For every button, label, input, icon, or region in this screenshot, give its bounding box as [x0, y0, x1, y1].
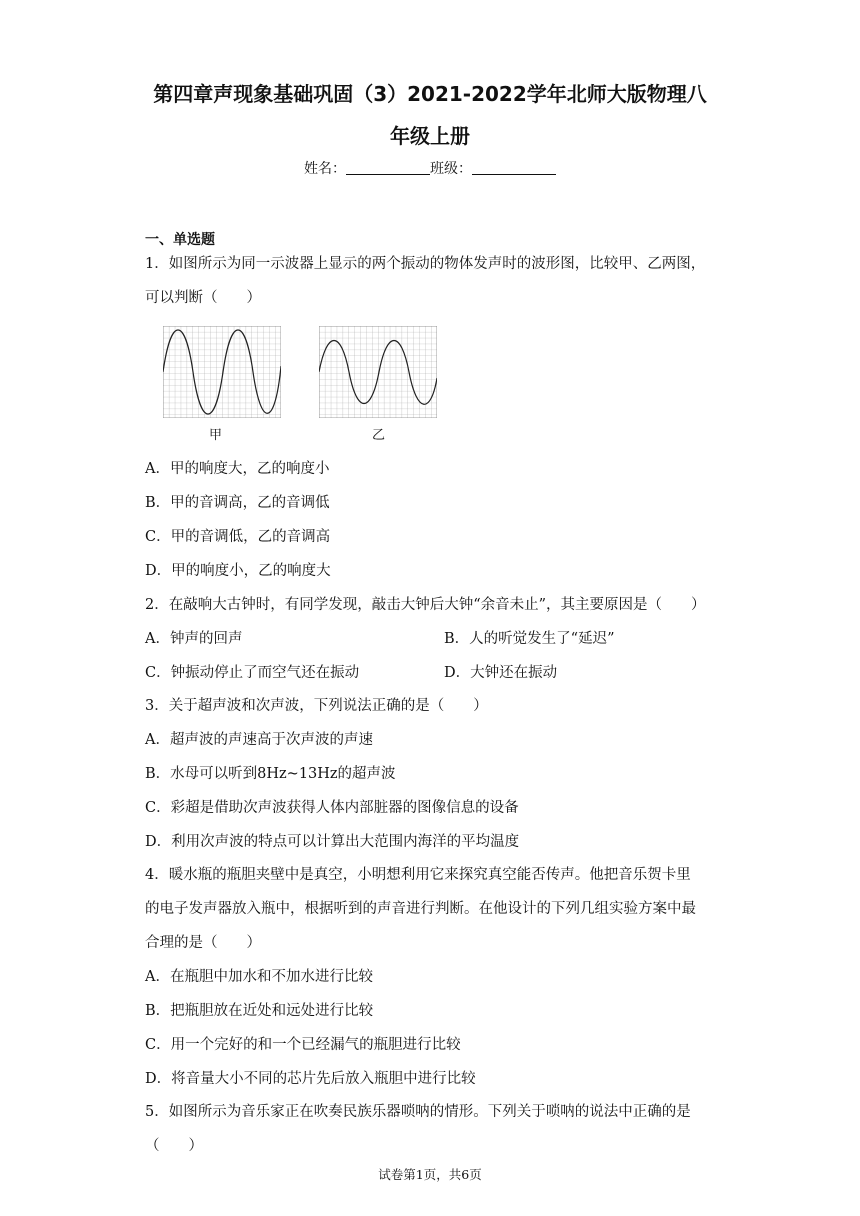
q4-option-d[interactable]: D．将音量大小不同的芯片先后放入瓶胆中进行比较: [145, 1071, 476, 1087]
section-heading: 一、单选题: [145, 232, 215, 248]
name-label: 姓名：: [304, 161, 346, 177]
q3-option-a[interactable]: A．超声波的声速高于次声波的声速: [145, 732, 373, 748]
q3-option-c[interactable]: C．彩超是借助次声波获得人体内部脏器的图像信息的设备: [145, 800, 519, 816]
name-class-row: [0, 158, 860, 178]
class-label: 班级：: [430, 161, 472, 177]
q2-option-c[interactable]: C．钟振动停止了而空气还在振动: [145, 665, 360, 681]
q1-stem-line-1: 1．如图所示为同一示波器上显示的两个振动的物体发声时的波形图，比较甲、乙两图，: [145, 256, 706, 272]
q2-option-a[interactable]: A．钟声的回声: [145, 631, 243, 647]
q4-option-a[interactable]: A．在瓶胆中加水和不加水进行比较: [145, 969, 373, 985]
waveform-jia-grid: [163, 326, 281, 418]
page-footer: 试卷第1页，共6页: [378, 1167, 482, 1182]
name-blank[interactable]: [346, 160, 430, 175]
q3-stem: 3．关于超声波和次声波，下列说法正确的是（ ）: [145, 698, 488, 714]
figure-label-jia: 甲: [209, 428, 223, 443]
title-line-2: 年级上册: [390, 124, 470, 148]
q1-option-c[interactable]: C．甲的音调低，乙的音调高: [145, 529, 331, 545]
q5-stem-line-2: （ ）: [145, 1138, 203, 1154]
q4-stem-line-2: 的电子发声器放入瓶中，根据听到的声音进行判断。在他设计的下列几组实验方案中最: [145, 901, 696, 917]
figure-label-yi: 乙: [372, 428, 386, 443]
q4-stem-line-3: 合理的是（ ）: [145, 935, 261, 951]
q2-stem: 2．在敲响大古钟时，有同学发现，敲击大钟后大钟“余音未止”，其主要原因是（ ）: [145, 597, 706, 613]
q1-option-b[interactable]: B．甲的音调高，乙的音调低: [145, 495, 330, 511]
q1-option-a[interactable]: A．甲的响度大，乙的响度小: [145, 461, 330, 477]
q5-stem-line-1: 5．如图所示为音乐家正在吹奏民族乐器唢呐的情形。下列关于唢呐的说法中正确的是: [145, 1104, 691, 1120]
q1-stem-line-2: 可以判断（ ）: [145, 290, 261, 306]
class-blank[interactable]: [472, 160, 556, 175]
q1-option-d[interactable]: D．甲的响度小，乙的响度大: [145, 563, 331, 579]
waveform-yi-grid: [319, 326, 437, 418]
q4-option-c[interactable]: C．用一个完好的和一个已经漏气的瓶胆进行比较: [145, 1037, 461, 1053]
q2-option-b[interactable]: B．人的听觉发生了“延迟”: [444, 631, 615, 647]
q3-option-d[interactable]: D．利用次声波的特点可以计算出大范围内海洋的平均温度: [145, 834, 520, 850]
waveform-jia: [163, 326, 281, 418]
waveform-yi: [319, 326, 437, 418]
q2-option-d[interactable]: D．大钟还在振动: [444, 665, 558, 681]
q3-option-b[interactable]: B．水母可以听到8Hz~13Hz的超声波: [145, 766, 396, 782]
q4-option-b[interactable]: B．把瓶胆放在近处和远处进行比较: [145, 1003, 374, 1019]
q4-stem-line-1: 4．暖水瓶的瓶胆夹壁中是真空，小明想利用它来探究真空能否传声。他把音乐贺卡里: [145, 867, 691, 883]
title-line-1: 第四章声现象基础巩固（3）2021-2022学年北师大版物理八: [153, 82, 707, 106]
